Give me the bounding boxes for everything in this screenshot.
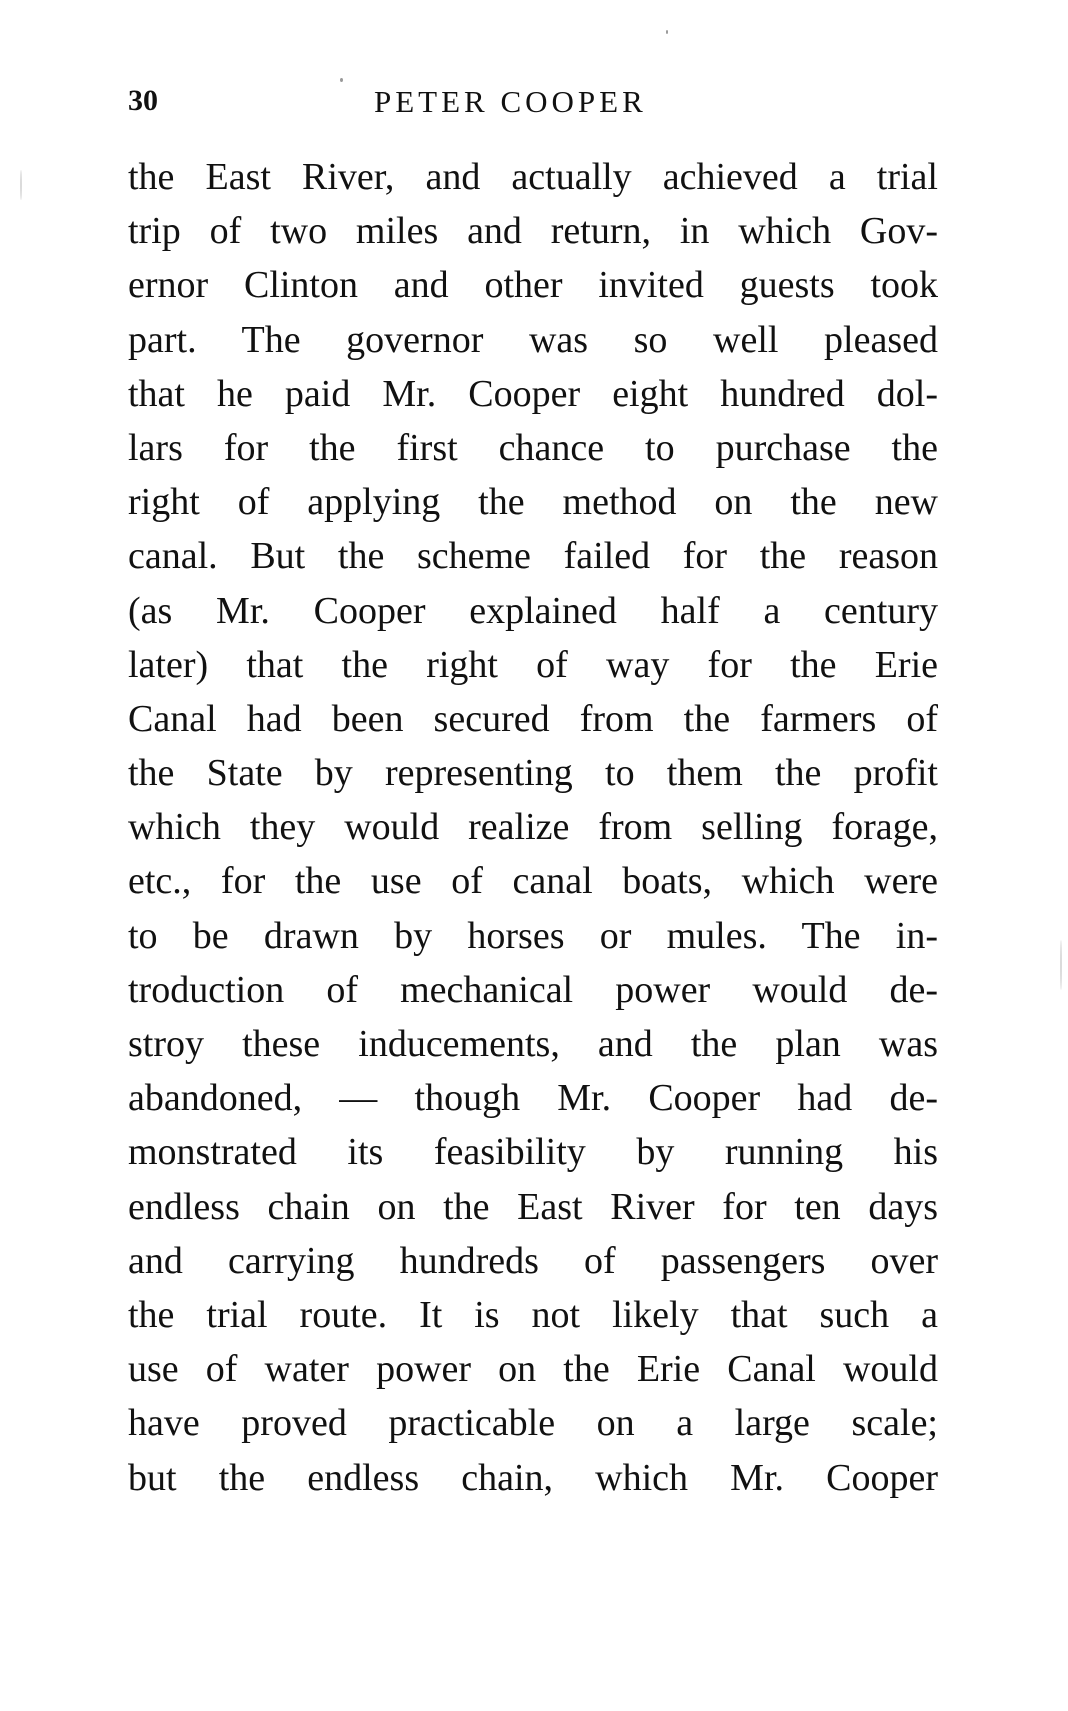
text-line: but the endless chain, which Mr. Cooper (128, 1456, 938, 1499)
text-line: the East River, and actually achieved a trial (128, 156, 938, 198)
text-line: have proved practicable on a large scale; (128, 1402, 938, 1445)
text-line: ernor Clinton and other invited guests took (128, 264, 938, 307)
text-line: to be drawn by horses or mules. The in- (128, 914, 938, 957)
text-line: abandoned, — though Mr. Cooper had de- (128, 1077, 938, 1120)
text-line: that he paid Mr. Cooper eight hundred dol- (128, 372, 938, 415)
text-line: (as Mr. Cooper explained half a century (128, 589, 938, 632)
text-line: part. The governor was so well pleased (128, 318, 938, 361)
text-line: which they would realize from selling forage, (128, 806, 938, 849)
text-line: etc., for the use of canal boats, which were (128, 860, 938, 903)
text-line: the trial route. It is not likely that such a (128, 1293, 938, 1336)
scan-speck (1060, 940, 1062, 990)
text-line: trip of two miles and return, in which Gov- (128, 210, 938, 253)
text-line: the State by representing to them the profit (128, 752, 938, 795)
text-line: later) that the right of way for the Erie (128, 643, 938, 686)
text-line: canal. But the scheme failed for the reason (128, 535, 938, 578)
scan-speck (20, 170, 22, 200)
text-line: stroy these inducements, and the plan was (128, 1023, 938, 1065)
running-head: PETER COOPER (374, 84, 647, 119)
body-text (128, 150, 938, 1505)
text-line: endless chain on the East River for ten days (128, 1185, 938, 1228)
text-line: Canal had been secured from the farmers of (128, 697, 938, 740)
text-line: lars for the first chance to purchase the (128, 426, 938, 469)
text-line: right of applying the method on the new (128, 481, 938, 524)
text-line: use of water power on the Erie Canal would (128, 1348, 938, 1391)
page-number: 30 (128, 84, 158, 117)
text-line: and carrying hundreds of passengers over (128, 1239, 938, 1282)
text-line: troduction of mechanical power would de- (128, 968, 938, 1011)
page-header (128, 84, 938, 128)
scan-speck (666, 30, 668, 34)
text-line: monstrated its feasibility by running his (128, 1131, 938, 1174)
scan-speck (340, 78, 343, 82)
